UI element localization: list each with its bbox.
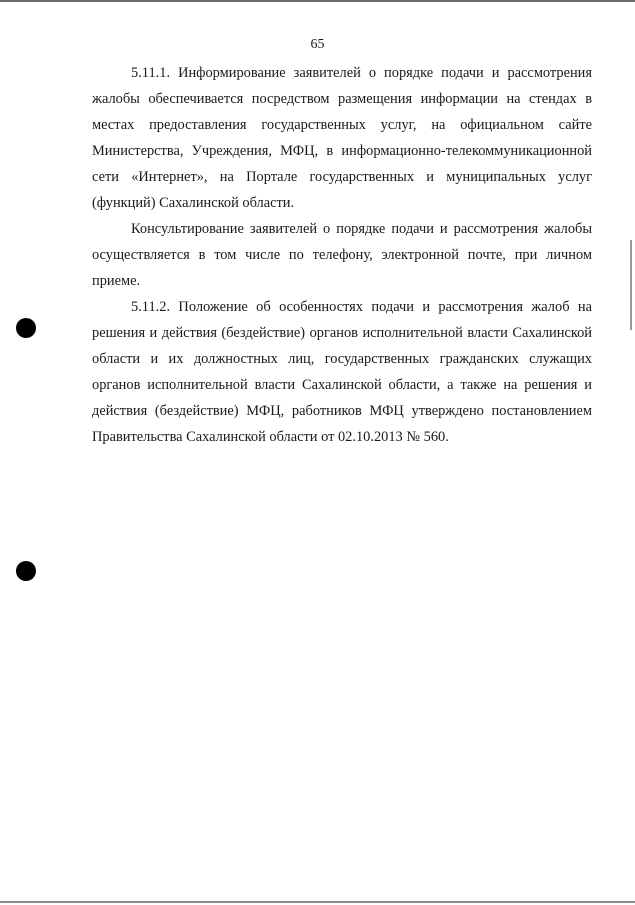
scan-top-edge <box>0 0 635 2</box>
punch-hole <box>16 318 36 338</box>
document-body <box>92 60 592 450</box>
paragraph-5-11-2: 5.11.2. Положение об особенностях подачи и рассмотрения жалоб на решения и действия (бездействие) органов исполнительной власти Сахалинской области и их должностных лиц, государственных гражданских служащих органов исполнительной власти Сахалинской области, а также на решения и действия (бездействие) МФЦ, работников МФЦ утверждено постановлением Правительства Сахалинской области от 02.10.2013 № 560. <box>92 299 592 445</box>
paragraph-5-11-1: 5.11.1. Информирование заявителей о порядке подачи и рассмотрения жалобы обеспечивается посредством размещения информации на стендах в местах предоставления государственных услуг, на официальном сайте Министерства, Учреждения, МФЦ, в информационно-телекоммуникационной сети «Интернет», на Портале государственных и муниципальных услуг (функций) Сахалинской области. <box>92 65 592 211</box>
page-number: 65 <box>310 37 325 52</box>
paragraph-consultation: Консультирование заявителей о порядке подачи и рассмотрения жалобы осуществляется в том числе по телефону, электронной почте, при личном приеме. <box>92 221 592 289</box>
punch-hole <box>16 561 36 581</box>
scan-right-edge <box>630 240 632 330</box>
scan-bottom-edge <box>0 901 635 903</box>
